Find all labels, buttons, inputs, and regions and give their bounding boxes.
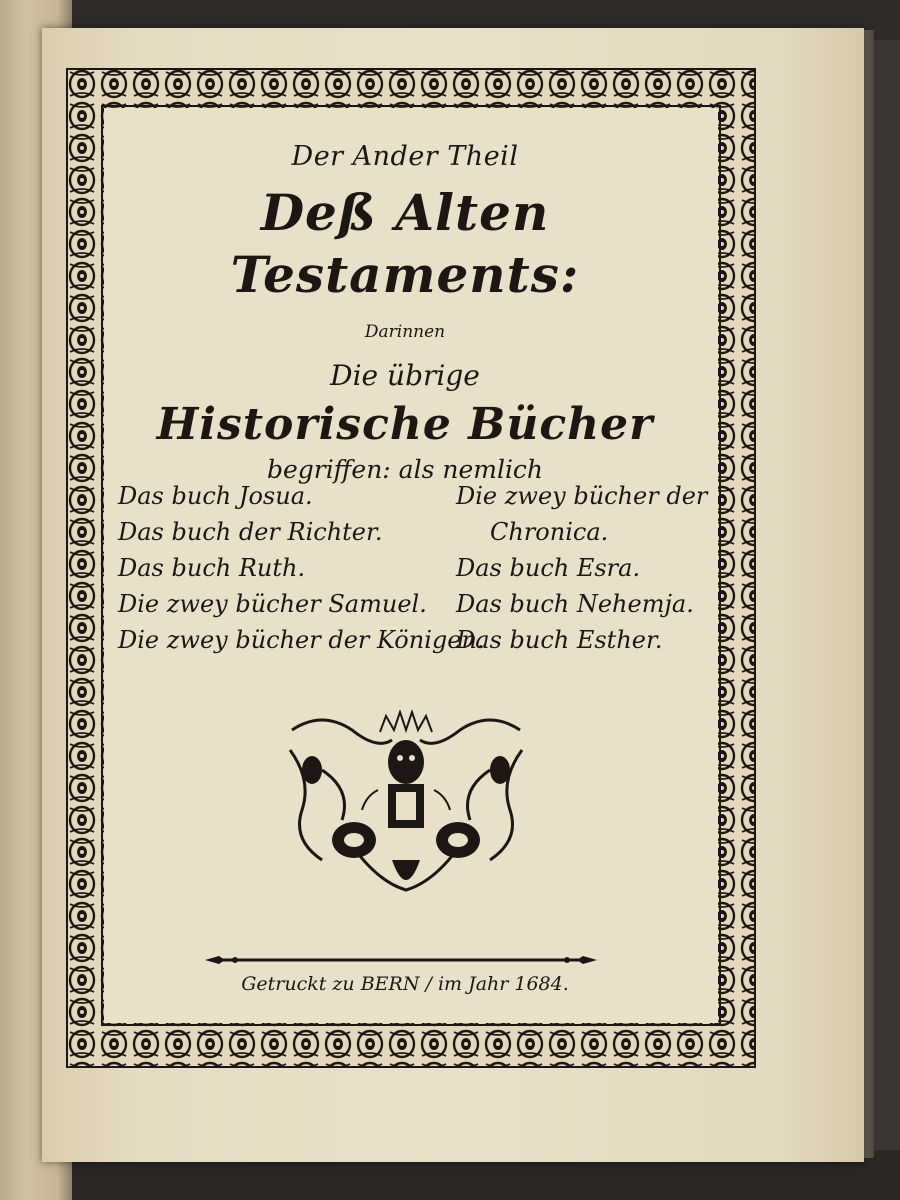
book-entry: Das buch der Richter. [118,518,383,546]
book-entry: Das buch Ruth. [118,554,306,582]
printers-ornament-icon [282,710,530,900]
book-entry: Die zwey bücher der Königen. [118,626,485,654]
title-line-3: Darinnen [364,322,446,342]
book-entry: Das buch Esra. [456,554,641,582]
title-line-1: Der Ander Theil [291,141,519,172]
imprint-line: Getruckt zu BERN / im Jahr 1684. [241,973,569,995]
book-list-right-column [456,478,726,658]
book-entry: Das buch Nehemja. [456,590,694,618]
title-line-4: Die übrige [330,359,480,392]
book-entry: Die zwey bücher Samuel. [118,590,427,618]
book-entry: Das buch Josua. [118,482,313,510]
subtitle: Historische Bücher [156,399,654,450]
book-list-left-column [118,478,485,658]
title-line-6: begriffen: als nemlich [266,455,544,484]
book-entry: Das buch Esther. [456,626,663,654]
book-entry: Chronica. [490,518,609,546]
decorative-rule [205,952,597,966]
main-title: Deß Alten Testaments: [230,183,580,304]
book-entry: Die zwey bücher der [456,482,708,510]
title-block [110,138,700,486]
